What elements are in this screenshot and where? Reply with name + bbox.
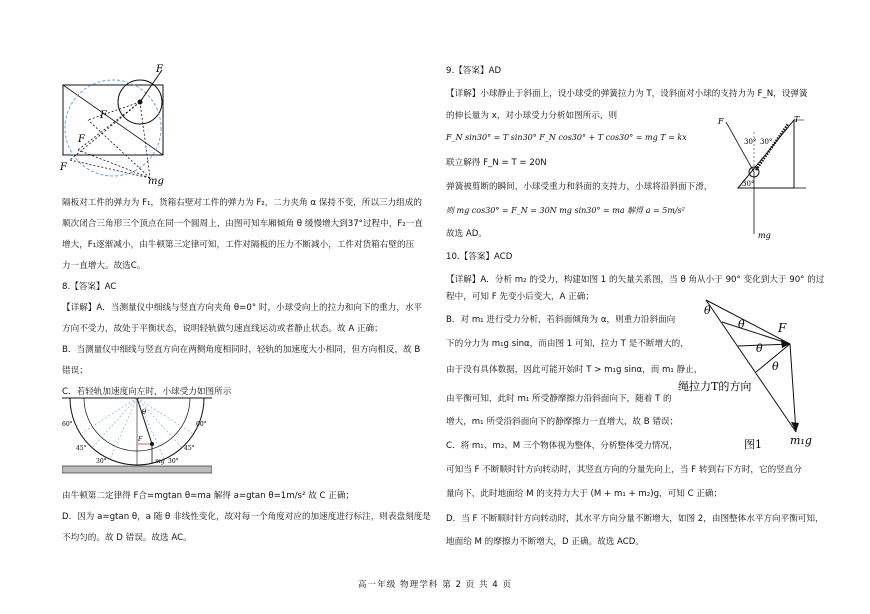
para-line-4: 力一直增大。故选C。 [62,261,146,271]
q8-after-2: D．因为 a=gtan θ，a 随 θ 非线性变化，故对每一个角度对应的加速度进行标注，则表盘刻度是 [62,512,431,522]
label-F1: F [100,110,107,121]
label-45r: 45° [184,445,195,452]
q9-line-1: 【详解】小球静止于斜面上，设小球受的弹簧拉力为 T，设斜面对小球的支持力为 F_N，设弹簧 [446,89,808,99]
label-F2: F [60,162,67,173]
q10-line-4: 下的分力为 m₁g sinα，而由图 1 可知，拉力 T 是不断增大的， [446,339,689,349]
q10-line-7: 增大，m₁ 所受沿斜面向下的静摩擦力一直增大，故 B 错误； [446,417,679,427]
label-30l: 30° [96,458,107,465]
label-F1b: F [78,134,85,145]
q9-eq-3: 则 mg cos30° = F_N = 30N mg sin30° = ma 解得 a = 5m/s² [446,206,685,215]
label-60r: 60° [196,421,207,428]
q8-answer: 8.【答案】AC [62,282,117,292]
q10-line-3: B．对 m₁ 进行受力分析，若斜面倾角为 α，则重力沿斜面向 [446,315,676,325]
q8-line-3: B．当测量仪中细线与竖直方向在两侧角度相同时，轻轨的加速度大小相同，但方向相反，故 B [62,345,421,355]
label-30b: 30° [760,138,773,146]
label-m1g: m₁g [790,434,812,447]
q9-end: 故选 AD。 [446,229,488,239]
label-45l: 45° [76,445,87,452]
q8-line-1: 【详解】A．当测量仪中细线与竖直方向夹角 θ=0° 时，小球受向上的拉力和向下的重力，水平 [62,303,423,313]
label-caption: 图1 [744,438,762,451]
para-line-1: 隔板对工件的弹力为 F₁，货箱右壁对工件的弹力为 F₂，二力夹角 α 保持不变，所以三力组成的 [62,198,422,208]
para-line-2: 顺次闭合三角形三个顶点在同一个圆周上，由图可知车厢倾角 θ 缓慢增大到37°过程中，F₂一直 [62,219,423,229]
label-theta4: θ [772,360,779,373]
q10-answer: 10.【答案】ACD [446,252,513,262]
q10-line-10: 量向下，此时地面给 M 的支持力大于 (M + m₁ + m₂)g，可知 C 正确； [446,489,723,499]
label-F-fig1: F [778,321,787,335]
label-mg3: mg [758,231,771,240]
q8-after-1: 由牛顿第二定律得 F合=mgtan θ=ma 解得 a=gtan θ=1m/s² 故 C 正确； [62,491,355,501]
q10-line-8: C．将 m₁、m₂、M 三个物体视为整体，分析整体受力情况， [446,441,678,451]
q9-answer: 9.【答案】AD [446,66,502,76]
q10-line-5: 由于没有具体数据，因此可能开始时 T > m₁g sinα，而 m₁ 静止， [446,365,703,375]
label-60l: 60° [62,421,73,428]
label-30r: 30° [168,458,179,465]
label-FN: F [718,117,724,126]
para-line-3: 增大，F₁逐渐减小，由牛顿第三定律可知，工件对隔板的压力不断减小，工件对货箱右壁的压 [62,240,415,250]
q10-line-9: 可知当 F 不断顺时针方向转动时，其竖直方向的分量先向上，当 F 转到右下方时，它的竖直分 [446,465,802,475]
q9-line-3: 弹簧被剪断的瞬间，小球受重力和斜面的支持力，小球将沿斜面下滑， [446,182,713,192]
q9-eq-1: F_N sin30° = T sin30° F_N cos30° + T cos30° = mg T = kx [446,133,687,142]
label-rope: 绳拉力T的方向 [678,380,752,393]
label-30a: 30° [744,138,757,146]
q8-line-5: C．若轻轨加速度向左时，小球受力如图所示 [62,387,232,397]
incline-figure [716,110,806,242]
label-theta2: θ [738,318,745,331]
label-T: T [794,115,800,124]
label-mg2: mg [155,458,165,465]
page-footer: 高一年级 物理学科 第 2 页 共 4 页 [357,580,513,590]
label-theta3: θ [756,342,763,355]
q10-line-1: 【详解】A．分析 m₂ 的受力，构建如图 1 的矢量关系图，当 θ 角从小于 90° 变化到大于 90° 的过 [446,275,825,285]
q10-line-6: 由平衡可知，此时 m₁ 所受静摩擦力沿斜面向下，随着 T 的 [446,394,672,404]
q8-line-2: 方向不受力，故处于平衡状态，说明轻轨做匀速直线运动或者静止状态。故 A 正确； [62,324,383,334]
force-circle-figure [58,60,193,190]
q9-line-2: 的伸长量为 x，对小球受力分析如图所示，则 [446,111,618,121]
label-30c: 30° [742,180,755,188]
q9-eq-2: 联立解得 F_N = T = 20N [446,158,547,168]
figure1-vector [678,294,828,452]
label-theta1: θ [704,304,711,317]
q10-line-12: 地面给 M 的摩擦力不断增大，D 正确。故选 ACD。 [446,537,644,547]
label-O [130,396,136,397]
label-F: F [156,64,163,75]
q10-line-11: D．当 F 不断顺时针方向转动时，其水平方向分量不断增大，如图 2，由图整体水平方向平衡可知， [446,514,824,524]
q10-line-2: 程中，可知 F 先变小后变大，A 正确； [446,292,594,302]
label-theta: θ [142,408,147,416]
label-FT: F [138,436,143,443]
label-mg: mg [148,176,164,187]
protractor-figure [62,396,212,480]
q8-line-4: 错误； [62,366,88,376]
q8-after-3: 不均匀的。故 D 错误。故选 AC。 [62,533,192,543]
